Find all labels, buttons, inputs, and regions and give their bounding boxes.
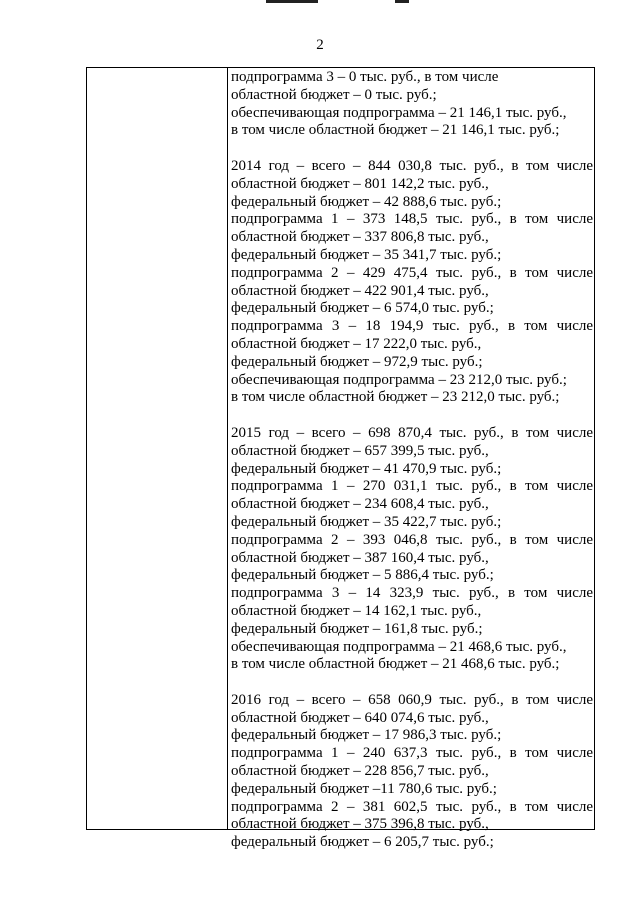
text-line: 2016 год – всего – 658 060,9 тыс. руб., в том числе [231, 691, 593, 708]
text-line: областной бюджет – 234 608,4 тыс. руб., [231, 496, 489, 513]
text-line: в том числе областной бюджет – 21 468,6 тыс. руб.; [231, 656, 560, 673]
column-divider [227, 68, 228, 829]
text-line: подпрограмма 3 – 0 тыс. руб., в том числе [231, 69, 499, 85]
text-line: федеральный бюджет – 161,8 тыс. руб.; [231, 620, 483, 637]
text-line: подпрограмма 1 – 240 637,3 тыс. руб., в том числе [231, 745, 593, 762]
page-number: 2 [316, 37, 324, 53]
text-line: федеральный бюджет – 17 986,3 тыс. руб.; [231, 727, 502, 744]
text-line: областной бюджет – 17 222,0 тыс. руб., [231, 335, 482, 352]
year-block-2016 [231, 692, 593, 852]
text-line: областной бюджет – 228 856,7 тыс. руб., [231, 763, 489, 780]
text-line: 2015 год – всего – 698 870,4 тыс. руб., в том числе [231, 424, 593, 441]
text-line: областной бюджет – 14 162,1 тыс. руб., [231, 602, 482, 619]
text-line: федеральный бюджет – 6 205,7 тыс. руб.; [231, 834, 494, 851]
paragraph-gap [231, 674, 593, 692]
paragraph-gap [231, 407, 593, 425]
text-line: федеральный бюджет – 35 422,7 тыс. руб.; [231, 513, 502, 530]
text-line: федеральный бюджет – 5 886,4 тыс. руб.; [231, 567, 494, 584]
year-block-2014 [231, 158, 593, 407]
table-label-cell [87, 68, 227, 829]
text-line: в том числе областной бюджет – 23 212,0 тыс. руб.; [231, 389, 560, 406]
text-line: федеральный бюджет – 6 574,0 тыс. руб.; [231, 300, 494, 317]
text-line: подпрограмма 3 – 14 323,9 тыс. руб., в том числе [231, 585, 593, 602]
text-line: областной бюджет – 337 806,8 тыс. руб., [231, 229, 489, 246]
text-line: в том числе областной бюджет – 21 146,1 тыс. руб.; [231, 122, 560, 139]
text-line: областной бюджет – 375 396,8 тыс. руб., [231, 816, 489, 833]
text-line: федеральный бюджет –11 780,6 тыс. руб.; [231, 780, 497, 797]
text-line: федеральный бюджет – 41 470,9 тыс. руб.; [231, 460, 502, 477]
funding-text-cell [231, 69, 593, 851]
text-line: федеральный бюджет – 35 341,7 тыс. руб.; [231, 246, 502, 263]
scan-mark-right [395, 0, 409, 3]
text-line: обеспечивающая подпрограмма – 23 212,0 тыс. руб.; [231, 371, 567, 388]
text-line: подпрограмма 1 – 270 031,1 тыс. руб., в том числе [231, 478, 593, 495]
text-line: областной бюджет – 640 074,6 тыс. руб., [231, 709, 489, 726]
text-line: областной бюджет – 657 399,5 тыс. руб., [231, 442, 489, 459]
text-line: обеспечивающая подпрограмма – 21 146,1 тыс. руб., [231, 104, 567, 121]
funding-table [86, 67, 595, 851]
text-line: обеспечивающая подпрограмма – 21 468,6 тыс. руб., [231, 638, 567, 655]
text-line: подпрограмма 1 – 373 148,5 тыс. руб., в том числе [231, 211, 593, 228]
text-line: подпрограмма 2 – 393 046,8 тыс. руб., в том числе [231, 531, 593, 548]
text-line: 2014 год – всего – 844 030,8 тыс. руб., в том числе [231, 157, 593, 174]
paragraph-gap [231, 140, 593, 158]
text-line: областной бюджет – 387 160,4 тыс. руб., [231, 549, 489, 566]
text-line: федеральный бюджет – 972,9 тыс. руб.; [231, 353, 483, 370]
text-line: областной бюджет – 801 142,2 тыс. руб., [231, 175, 489, 192]
intro-block [231, 69, 593, 140]
text-line: областной бюджет – 0 тыс. руб.; [231, 86, 437, 103]
text-line: подпрограмма 2 – 429 475,4 тыс. руб., в том числе [231, 264, 593, 281]
text-line: областной бюджет – 422 901,4 тыс. руб., [231, 282, 489, 299]
text-line: подпрограмма 2 – 381 602,5 тыс. руб., в том числе [231, 798, 593, 815]
scan-mark-left [266, 0, 318, 3]
year-block-2015 [231, 425, 593, 674]
text-line: федеральный бюджет – 42 888,6 тыс. руб.; [231, 193, 502, 210]
text-line: подпрограмма 3 – 18 194,9 тыс. руб., в том числе [231, 318, 593, 335]
